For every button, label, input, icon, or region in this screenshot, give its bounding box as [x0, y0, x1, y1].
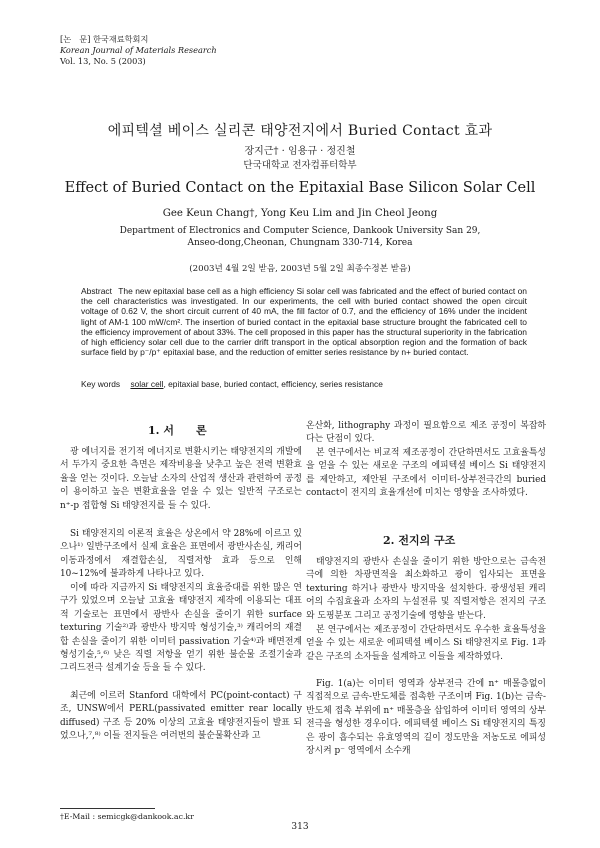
right-paragraph-3: 태양전지의 광반사 손실을 줄이기 위한 방안으로는 금속전극에 의한 차광면적을 최소화하고 광이 입사되는 표면을 texturing 하거나 광반사 방지막을 설치한다. 광생성된 캐리어의 수집효율과 소자의 누설전류 및 직렬저항은 전지의 구조와 도핑분포 그리고 공정기술에 영향을 받는다.	[306, 557, 546, 621]
left-paragraph-4: 최근에 이르러 Stanford 대학에서 PC(point-contact) 구조, UNSW에서 PERL(passivated emitter rear locally diffused) 구조 등 20% 이상의 고효율 태양전지들이 발표 되었으나,⁷,⁸⁾ 이들 전지들은 여러번의 불순물확산과 고	[60, 691, 302, 742]
received-dates: (2003년 4월 2일 받음, 2003년 5월 2일 최종수정본 받음)	[189, 264, 411, 274]
section2-heading: 2. 전지의 구조	[383, 534, 456, 547]
footnote-email: †E-Mail : semicgk@dankook.ac.kr	[60, 812, 194, 821]
journal-header-line2: Korean Journal of Materials Research	[60, 45, 217, 55]
abstract-text: The new epitaxial base cell as a high efficiency Si solar cell was fabricated and the effect of buried contact on the cell characteristics was investigated. In our experiments, the cell with buried contact showed the open circuit voltage of 0.62 V, the short circuit current of 40 mA, the fill factor of 0.7, and the efficiency of 16% under the incident light of AM-1 100 mW/cm². The insertion of buried contact in the epitaxial base structure brought the fabricated cell to the efficiency improvement of about 33%. The cell proposed in this paper has the structural superiority in the fabrication of high efficiency solar cell due to the carrier drift transport in the optical absorption region and the formation of back surface field by p⁻/p⁺ epitaxial base, and the reduction of emitter series resistance by n+ buried contact.	[81, 286, 527, 358]
journal-header-line3: Vol. 13, No. 5 (2003)	[60, 56, 146, 66]
right-paragraph-1: 온산화, lithography 과정이 필요함으로 제조 공정이 복잡하다는 단점이 있다.	[306, 421, 546, 445]
right-paragraph-2: 본 연구에서는 비교적 제조공정이 간단하면서도 고효율특성을 얻을 수 있는 새로운 구조의 에피텍셜 베이스 Si 태양전지를 제안하고, 제안된 구조에서 이미터-상부전극간의 buried contact이 전지의 효율개선에 미치는 영향을 조사하였다.	[306, 448, 546, 499]
right-paragraph-5: Fig. 1(a)는 이미터 영역과 상부전극 간에 n⁺ 매몰층없이 직접적으로 금속-반도체를 접촉한 구조이며 Fig. 1(b)는 금속-반도체 접촉 부위에 n⁺ 매몰층을 삽입하여 이미터 영역의 상부전극을 형성한 경우이다. 에피텍셜 베이스 Si 태양전지의 특징은 광이 흡수되는 유효영역의 길이 정도만을 저농도로 에피성장시켜 p⁻ 영역에서 소수캐	[306, 679, 546, 757]
paper-title-english: Effect of Buried Contact on the Epitaxial Base Silicon Solar Cell	[64, 180, 536, 196]
keywords-label: Key words	[81, 379, 121, 389]
authors-english: Gee Keun Chang†, Yong Keu Lim and Jin Cheol Jeong	[162, 208, 438, 219]
page-number: 313	[291, 822, 309, 832]
footnote-rule	[60, 808, 155, 809]
right-paragraph-4: 본 연구에서는 제조공정이 간단하면서도 우수한 효율특성을 얻을 수 있는 새로운 에피텍셜 베이스 Si 태양전지로 Fig. 1과 같은 구조의 소자들을 설계하고 이들을 제작하였다.	[306, 625, 546, 662]
keywords	[81, 379, 541, 389]
abstract-label: Abstract	[81, 286, 112, 296]
abstract	[81, 286, 527, 357]
keyword-link-solar-cell[interactable]: solar cell	[130, 379, 164, 389]
journal-header-line1: [논 문] 한국재료학회지	[60, 34, 149, 44]
journal-header	[60, 34, 217, 67]
left-paragraph-3: 이에 따라 지금까지 Si 태양전지의 효율증대를 위한 많은 연구가 있었으며 오늘날 고효율 태양전지 제작에 이용되는 대표적 기술로는 표면에서 광반사 손실을 줄이기 위한 surface texturing 기술²⁾과 광반사 방지막 형성기술,³⁾ 캐리어의 재결합 손실을 줄이기 위한 이미터 passivation 기술⁴⁾과 배면전계 형성기술,⁵,⁶⁾ 낮은 직렬 저항을 얻기 위한 불순물 조절기술과 그리드전극 설계기술 등을 들 수 있다.	[60, 583, 302, 674]
affiliation-english-line1: Department of Electronics and Computer Science, Dankook University San 29,	[119, 226, 481, 236]
section1-heading: 1. 서 론	[148, 424, 207, 437]
affiliation-english-line2: Anseo-dong,Cheonan, Chungnam 330-714, Korea	[187, 238, 413, 248]
authors-korean: 장지근† · 임용규 · 정진철	[244, 146, 356, 157]
left-paragraph-2: Si 태양전지의 이론적 효율은 상온에서 약 28%에 이르고 있으나¹⁾ 일반구조에서 실제 효율은 표면에서 광반사손실, 캐리어 이동과정에서 재결합손실, 직렬저항 효과 등으로 인해 10~12%에 불과하게 나타나고 있다.	[60, 529, 302, 580]
affiliation-english	[0, 225, 600, 249]
paper-title-korean: 에피텍셜 베이스 실리콘 태양전지에서 Buried Contact 효과	[107, 123, 493, 139]
affiliation-korean: 단국대학교 전자컴퓨터학부	[243, 160, 357, 171]
keywords-list: , epitaxial base, buried contact, efficiency, series resistance	[163, 379, 383, 389]
left-paragraph-1: 광 에너지를 전기적 에너지로 변환시키는 태양전지의 개발에서 두가지 중요한 측면은 제작비용을 낮추고 높은 전력 변환효율을 얻는 것이다. 오늘날 소자의 산업적 생산과 관련하여 공정이 용이하고 높은 변환효율을 얻을 수 있는 일반적 구조로는 n⁺-p 접합형 Si 태양전지를 들 수 있다.	[60, 447, 302, 511]
